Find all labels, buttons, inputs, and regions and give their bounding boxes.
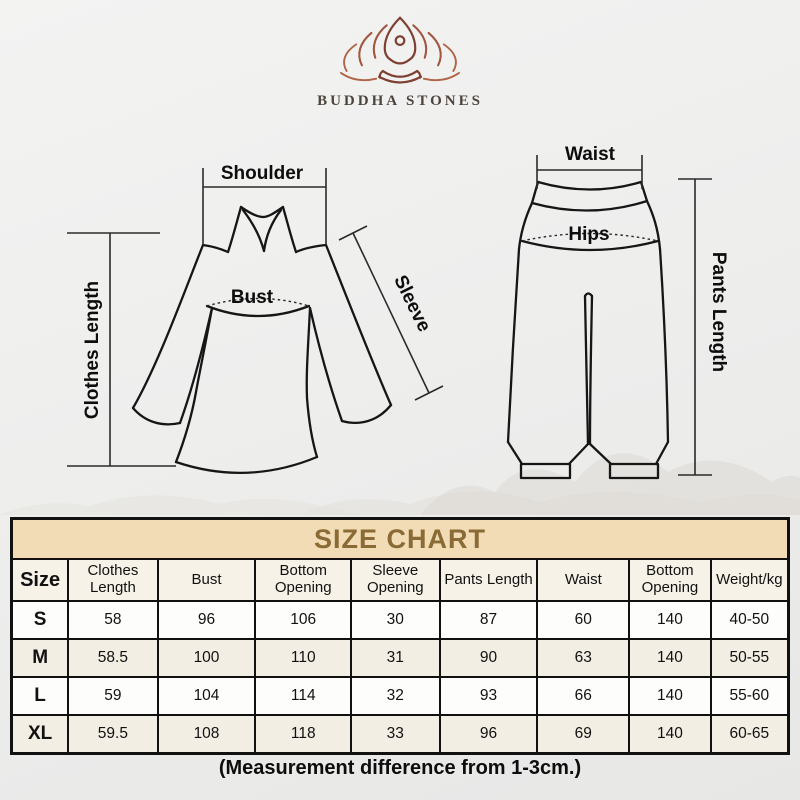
garment-diagrams	[0, 100, 800, 515]
size-value: L	[12, 677, 69, 715]
pants-length-label: Pants Length	[708, 251, 729, 373]
clothes-length-label: Clothes Length	[82, 280, 103, 420]
col-header-waist: Waist	[537, 559, 629, 601]
size-chart-table	[10, 517, 790, 755]
table-row-s	[12, 601, 789, 639]
col-header-clothes-length: Clothes Length	[68, 559, 157, 601]
cell-value: 50-55	[711, 639, 789, 677]
cell-value: 30	[351, 601, 440, 639]
cell-value: 140	[629, 601, 711, 639]
cell-value: 58.5	[68, 639, 157, 677]
cell-value: 106	[255, 601, 351, 639]
col-header-size: Size	[12, 559, 69, 601]
mountain-watermark	[0, 453, 800, 515]
table-row-m	[12, 639, 789, 677]
cell-value: 140	[629, 677, 711, 715]
brand-header	[0, 12, 800, 110]
cell-value: 59	[68, 677, 157, 715]
bust-label: Bust	[230, 287, 274, 308]
cell-value: 40-50	[711, 601, 789, 639]
cell-value: 140	[629, 639, 711, 677]
cell-value: 69	[537, 715, 629, 754]
size-chart-title-row	[12, 519, 789, 560]
cell-value: 55-60	[711, 677, 789, 715]
cell-value: 108	[158, 715, 256, 754]
cell-value: 118	[255, 715, 351, 754]
left-sleeve-lines	[133, 245, 212, 424]
cell-value: 96	[440, 715, 538, 754]
col-header-pants-length: Pants Length	[440, 559, 538, 601]
lotus-meditation-icon	[330, 12, 470, 92]
right-sleeve-lines	[310, 245, 391, 423]
cell-value: 63	[537, 639, 629, 677]
sleeve-label: Sleeve	[389, 271, 435, 336]
left-shoulder-line	[203, 245, 228, 252]
cell-value: 60-65	[711, 715, 789, 754]
cell-value: 104	[158, 677, 256, 715]
cell-value: 66	[537, 677, 629, 715]
collar-lines	[228, 207, 296, 252]
col-header-weight: Weight/kg	[711, 559, 789, 601]
cell-value: 140	[629, 715, 711, 754]
cell-value: 93	[440, 677, 538, 715]
col-header-sleeve-opening: Sleeve Opening	[351, 559, 440, 601]
size-chart-title: SIZE CHART	[12, 519, 789, 560]
cell-value: 58	[68, 601, 157, 639]
cell-value: 100	[158, 639, 256, 677]
size-value: S	[12, 601, 69, 639]
waist-label: Waist	[565, 144, 615, 165]
hips-label: Hips	[568, 224, 610, 245]
cell-value: 60	[537, 601, 629, 639]
pant-leg-lines	[508, 249, 668, 478]
bodice-lines	[176, 306, 317, 473]
pants-length-measure-line	[678, 179, 712, 475]
cell-value: 33	[351, 715, 440, 754]
cell-value: 90	[440, 639, 538, 677]
col-header-bust: Bust	[158, 559, 256, 601]
col-header-bottom-opening-pants: Bottom Opening	[629, 559, 711, 601]
cell-value: 59.5	[68, 715, 157, 754]
cell-value: 96	[158, 601, 256, 639]
right-shoulder-line	[296, 245, 326, 252]
top-garment-drawing	[133, 207, 391, 473]
table-row-l	[12, 677, 789, 715]
waistband-lines	[532, 182, 647, 211]
brand-name: BUDDHA STONES	[317, 93, 483, 109]
cell-value: 114	[255, 677, 351, 715]
cell-value: 87	[440, 601, 538, 639]
cell-value: 32	[351, 677, 440, 715]
shoulder-label: Shoulder	[220, 163, 304, 184]
table-row-xl	[12, 715, 789, 754]
table-header-row	[12, 559, 789, 601]
col-header-bottom-opening-top: Bottom Opening	[255, 559, 351, 601]
cell-value: 31	[351, 639, 440, 677]
size-value: XL	[12, 715, 69, 754]
cell-value: 110	[255, 639, 351, 677]
size-value: M	[12, 639, 69, 677]
measurement-note: (Measurement difference from 1-3cm.)	[218, 757, 582, 779]
